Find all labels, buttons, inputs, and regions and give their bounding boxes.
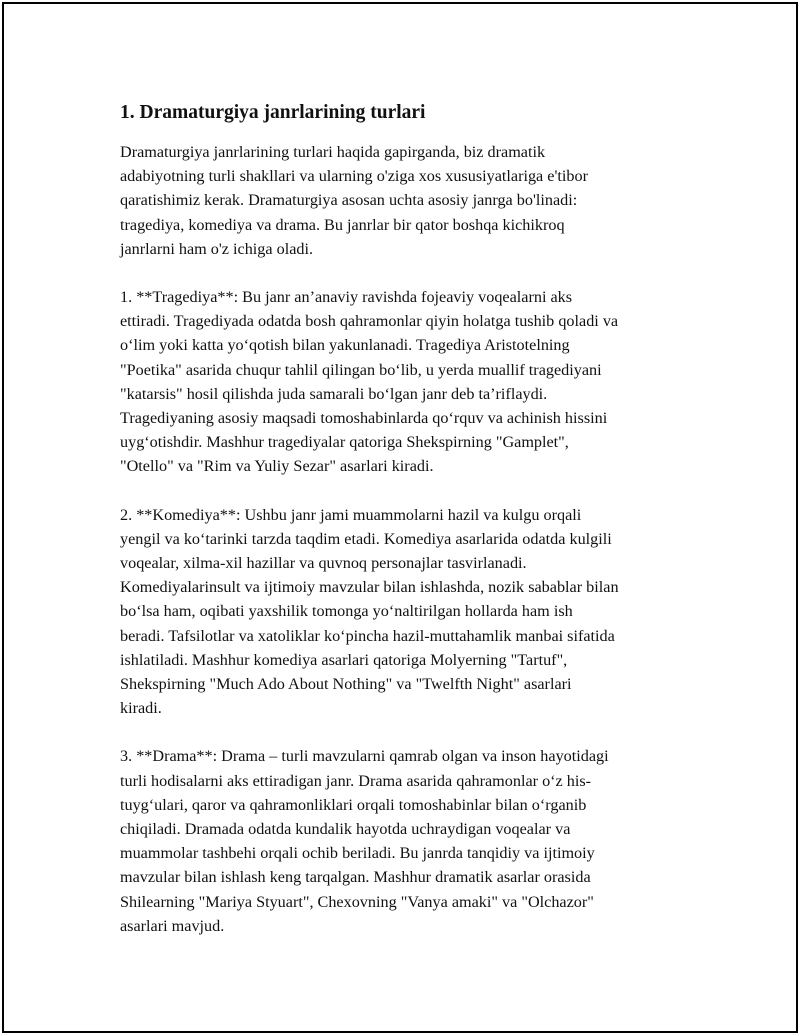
drama-paragraph: 3. **Drama**: Drama – turli mavzularni qamrab olgan va inson hayotidagi turli hodisalarni aks ettiradigan janr. Drama asarida qahramonlar o‘z his- tuyg‘ulari, qaror va qahramonliklari orqali tomoshabinlar bilan o‘rganib chiqiladi. Dramada odatda kundalik hayotda uchraydigan voqealar va muammolar tashbehi orqali ochib beriladi. Bu janrda tanqidiy va ijtimoiy mavzular bilan ishlash keng tarqalgan. Mashhur dramatik asarlar orasida Shilearning "Mariya Styuart", Chexovning "Vanya amaki" va "Olchazor" asarlari mavjud. xyxy=(120,747,609,935)
comedy-paragraph: 2. **Komediya**: Ushbu janr jami muammolarni hazil va kulgu orqali yengil va ko‘tarinki tarzda taqdim etadi. Komediya asarlarida odatda kulgili voqealar, xilma-xil hazillar va quvnoq personajlar tasvirlanadi. Komediyalarinsult va ijtimoiy mavzular bilan ishlashda, nozik sabablar bilan bo‘lsa ham, oqibati yaxshilik tomonga yo‘naltirilgan hollarda ham ish beradi. Tafsilotlar va xatoliklar ko‘pincha hazil-muttahamlik manbai sifatida ishlatiladi. Mashhur komediya asarlari qatoriga Molyerning "Tartuf", Shekspirning "Much Ado About Nothing" va "Twelfth Night" asarlari kiradi. xyxy=(120,505,619,718)
document-page xyxy=(2,2,798,1033)
document-body xyxy=(120,101,695,962)
intro-paragraph: Dramaturgiya janrlarining turlari haqida gapirganda, biz dramatik adabiyotning turli shakllari va ularning o'ziga xos xususiyatlariga e'tibor qaratishimiz kerak. Dramaturgiya asosan uchta asosiy janrga bo'linadi: tragediya, komediya va drama. Bu janrlar bir qator boshqa kichikroq janrlarni ham o'z ichiga oladi. xyxy=(120,143,588,258)
section-heading: 1. Dramaturgiya janrlarining turlari xyxy=(120,102,426,123)
tragedy-paragraph: 1. **Tragediya**: Bu janr an’anaviy ravishda fojeaviy voqealarni aks ettiradi. Tragediyada odatda bosh qahramonlar qiyin holatga tushib qoladi va o‘lim yoki katta yo‘qotish bilan yakunlanadi. Tragediya Aristotelning "Poetika" asarida chuqur tahlil qilingan bo‘lib, u yerda muallif tragediyani "katarsis" hosil qilishda juda samarali bo‘lgan janr deb ta’riflaydi. Tragediyaning asosiy maqsadi tomoshabinlarda qo‘rquv va achinish hissini uyg‘otishdir. Mashhur tragediyalar qatoriga Shekspirning "Gamplet", "Otello" va "Rim va Yuliy Sezar" asarlari kiradi. xyxy=(120,288,619,476)
